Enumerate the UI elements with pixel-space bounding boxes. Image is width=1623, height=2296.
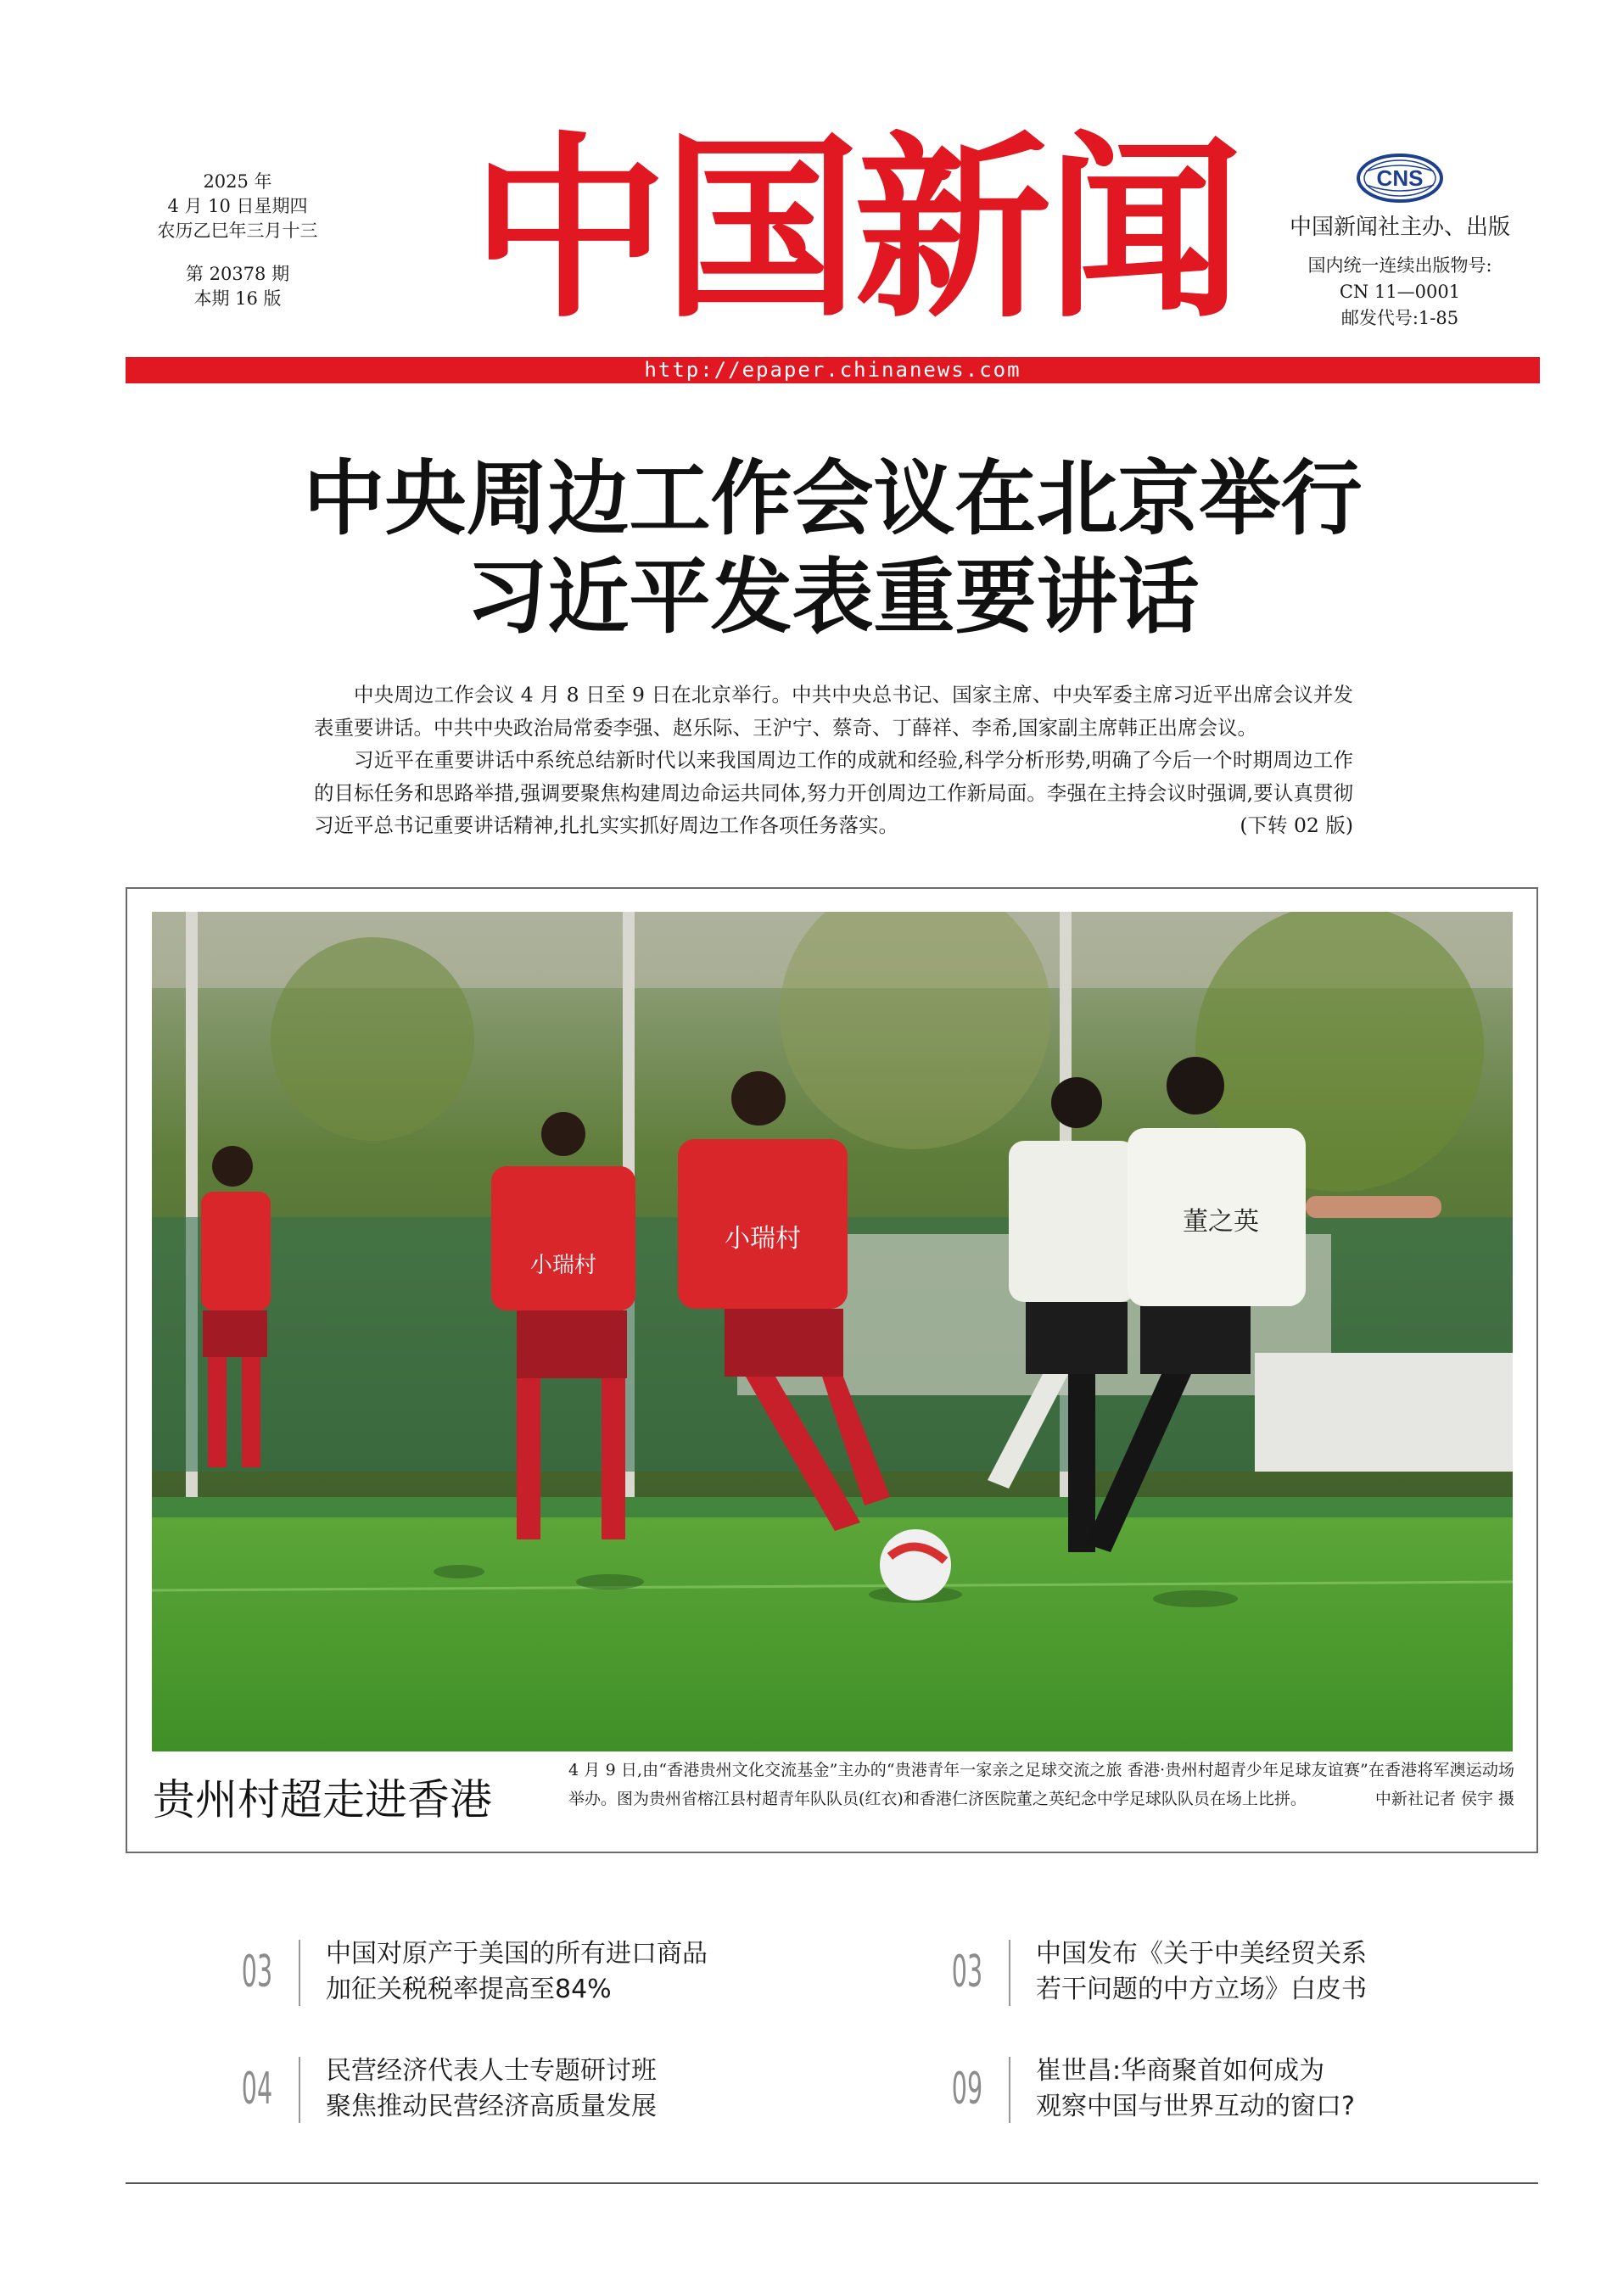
index-title-line-1: 崔世昌:华商聚首如何成为 (1036, 2056, 1325, 2086)
cns-logo-icon (1356, 153, 1444, 204)
index-page-number: 09 (951, 2064, 983, 2114)
serial-number: CN 11—0001 (1339, 282, 1461, 302)
jersey-text-red-3: 小瑞村 (725, 1224, 801, 1254)
football-photo (152, 912, 1513, 1751)
lead-paragraph-2-text: 习近平在重要讲话中系统总结新时代以来我国周边工作的成就和经验,科学分析形势,明确了今后一个时期周边工作的目标任务和思路举措,强调要聚焦构建周边命运共同体,努力开创周边工作新局面。李强在主持会议时强调,要认真贯彻习近平总书记重要讲话精神,扎扎实实抓好周边工作各项任务落实。 (314, 748, 1353, 837)
date-year: 2025 年 (203, 171, 272, 192)
football-photo-illustration (152, 912, 1513, 1751)
publisher-name: 中国新闻社主办、出版 (1289, 215, 1510, 240)
index-page-number: 03 (951, 1947, 983, 1997)
index-title-line-1: 中国对原产于美国的所有进口商品 (326, 1939, 708, 1969)
photo-caption (568, 1756, 1514, 1813)
publisher-block (1230, 153, 1570, 332)
main-headline (126, 450, 1540, 646)
lead-paragraph-2 (314, 744, 1353, 842)
date-lunar: 农历乙巳年三月十三 (157, 221, 318, 241)
index-divider (299, 2057, 300, 2123)
photo-title: 贵州村超走进香港 (153, 1775, 492, 1824)
jersey-text-red-2: 小瑞村 (529, 1253, 597, 1278)
index-page-number: 04 (241, 2064, 273, 2114)
index-title-line-2: 加征关税税率提高至84% (326, 1975, 612, 2004)
postal-code: 邮发代号:1-85 (1340, 308, 1459, 328)
index-title (326, 1936, 767, 2008)
lead-paragraph-1: 中央周边工作会议 4 月 8 日至 9 日在北京举行。中共中央总书记、国家主席、中央军委主席习近平出席会议并发表重要讲话。中共中央政治局常委李强、赵乐际、王沪宁、蔡奇、丁薛祥、李希,国家副主席韩正出席会议。 (314, 683, 1353, 740)
continued-on-page[interactable]: (下转 02 版) (1240, 813, 1353, 837)
page-count: 本期 16 版 (193, 288, 282, 309)
headline-line-2: 习近平发表重要讲话 (466, 549, 1200, 645)
index-title (326, 2053, 767, 2125)
cns-logo-text: CNS (1376, 165, 1424, 191)
date-day: 4 月 10 日星期四 (167, 196, 308, 216)
photo-caption-text: 4 月 9 日,由“香港贵州文化交流基金”主办的“贵港青年一家亲之足球交流之旅 香港·贵州村超青少年足球友谊赛”在香港将军澳运动场举办。图为贵州省榕江县村超青年队队员(红衣)和香港仁济医院董之英纪念中学足球队队员在场上比拼。 (568, 1761, 1514, 1808)
newspaper-logo: 中国新闻 (471, 113, 1239, 344)
index-divider (1009, 1940, 1010, 2006)
index-title (1036, 1936, 1477, 2008)
jersey-text-white: 董之英 (1183, 1207, 1259, 1237)
serial-label: 国内统一连续出版物号: (1307, 255, 1492, 276)
website-url[interactable]: http://epaper.chinanews.com (644, 358, 1021, 382)
photo-credit: 中新社记者 侯宇 摄 (1374, 1790, 1514, 1808)
date-block (127, 170, 348, 311)
index-title-line-1: 中国发布《关于中美经贸关系 (1036, 1939, 1367, 1969)
index-page-number: 03 (241, 1947, 273, 1997)
bottom-rule (126, 2182, 1538, 2184)
index-divider (1009, 2057, 1010, 2123)
headline-line-1: 中央周边工作会议在北京举行 (303, 450, 1363, 546)
index-divider (299, 1940, 300, 2006)
index-title-line-2: 观察中国与世界互动的窗口? (1036, 2092, 1355, 2121)
issue-number: 第 20378 期 (185, 264, 290, 284)
index-title-line-1: 民营经济代表人士专题研讨班 (326, 2056, 657, 2086)
lead-article (314, 679, 1353, 842)
index-title (1036, 2053, 1477, 2125)
index-title-line-2: 若干问题的中方立场》白皮书 (1036, 1975, 1367, 2004)
index-title-line-2: 聚焦推动民营经济高质量发展 (326, 2092, 657, 2121)
football (880, 1529, 951, 1600)
